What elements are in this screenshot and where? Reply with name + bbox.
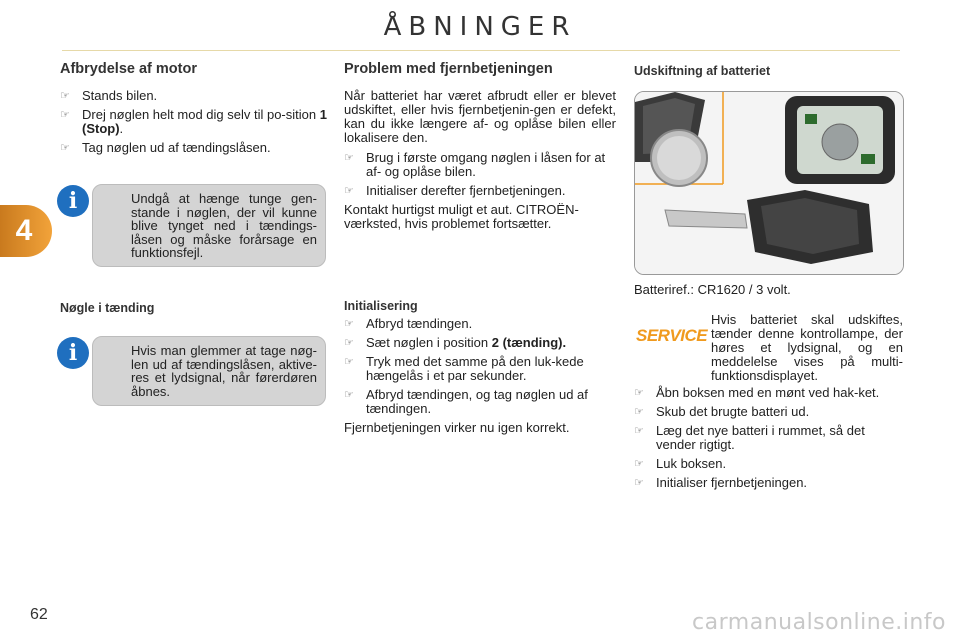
bullet-text: Luk boksen. xyxy=(656,456,727,471)
hand-pointer-icon: ☞ xyxy=(344,185,354,197)
service-text: Hvis batteriet skal udskiftes, tænder denne kontrollampe, der høres et lydsignal, og en meddelelse vises på multi-funktionsdisplayet. xyxy=(711,312,903,383)
bullet-text: Afbryd tændingen, og tag nøglen ud af tændingen. xyxy=(366,387,588,416)
bullet-text: Afbryd tændingen. xyxy=(366,316,473,331)
section-heading-remote-problem: Problem med fjernbetjeningen xyxy=(344,61,553,77)
contact-paragraph: Kontakt hurtigst muligt et aut. CITROËN-værksted, hvis problemet fortsætter. xyxy=(344,202,579,231)
section-heading-key-in-ignition: Nøgle i tænding xyxy=(60,301,155,315)
header-divider xyxy=(62,50,900,51)
info-box-key-forgotten xyxy=(92,336,326,406)
bullet-text: Initialiser fjernbetjeningen. xyxy=(656,475,808,490)
hand-pointer-icon: ☞ xyxy=(344,356,354,368)
bullet-text: Tryk med det samme på den luk-kede hængelås i et par sekunder. xyxy=(366,354,584,383)
hand-pointer-icon: ☞ xyxy=(60,142,70,154)
initialisation-section xyxy=(344,299,616,441)
hand-pointer-icon: ☞ xyxy=(634,458,644,470)
hand-pointer-icon: ☞ xyxy=(634,425,644,437)
bullet-text xyxy=(82,108,328,136)
bullet-text: Tag nøglen ud af tændingslåsen. xyxy=(82,140,271,155)
page-title: ÅBNINGER xyxy=(383,12,577,42)
bullet-text-part: Drej nøglen helt mod dig selv til po-sition xyxy=(82,107,320,122)
list-item xyxy=(344,151,616,179)
list-item xyxy=(634,457,904,471)
list-item xyxy=(344,184,616,198)
battery-ref: Batteriref.: CR1620 / 3 volt. xyxy=(634,282,791,297)
hand-pointer-icon: ☞ xyxy=(344,318,354,330)
bullet-text-bold: 2 (tænding). xyxy=(491,335,567,350)
bullet-text: Læg det nye batteri i rummet, så det vender rigtigt. xyxy=(656,423,865,452)
watermark: carmanualsonline.info xyxy=(692,610,946,635)
bullet-text-end: . xyxy=(119,121,124,136)
bullet-text: Brug i første omgang nøglen i låsen for at af- og oplåse bilen. xyxy=(366,150,606,179)
info-box-heavy-keyring xyxy=(92,184,326,267)
hand-pointer-icon: ☞ xyxy=(634,477,644,489)
section-heading-initialisation: Initialisering xyxy=(344,299,418,313)
chapter-number: 4 xyxy=(15,214,33,247)
info-icon: i xyxy=(57,337,89,369)
hand-pointer-icon: ☞ xyxy=(344,389,354,401)
battery-steps xyxy=(634,386,904,495)
bullet-text: Skub det brugte batteri ud. xyxy=(656,404,810,419)
list-item xyxy=(60,89,328,103)
bullet-text: Åbn boksen med en mønt ved hak-ket. xyxy=(656,385,880,400)
bullet-text: Initialiser derefter fjernbetjeningen. xyxy=(366,183,566,198)
list-item xyxy=(60,141,328,155)
hand-pointer-icon: ☞ xyxy=(634,387,644,399)
section-heading-battery: Udskiftning af batteriet xyxy=(634,64,771,78)
hand-pointer-icon: ☞ xyxy=(634,406,644,418)
list-item xyxy=(634,405,904,419)
list-item xyxy=(344,388,616,416)
key-battery-photo xyxy=(634,91,904,275)
section-heading-motor: Afbrydelse af motor xyxy=(60,61,197,77)
bullet-text-part: Sæt nøglen i position xyxy=(366,335,492,350)
hand-pointer-icon: ☞ xyxy=(344,152,354,164)
bullet-text-bold: 1 (Stop) xyxy=(82,107,327,136)
list-item xyxy=(634,424,904,452)
chapter-tab xyxy=(0,205,52,257)
list-item xyxy=(634,386,904,400)
list-item xyxy=(344,317,616,331)
bullet-text xyxy=(366,336,616,350)
hand-pointer-icon: ☞ xyxy=(60,90,70,102)
list-item xyxy=(60,108,328,136)
page-number: 62 xyxy=(30,606,48,623)
info-box-text: Undgå at hænge tunge gen-stande i nøglen, der vil kunne blive tynget ned i tændings-låsen og måske forårsage en funktionsfejl. xyxy=(131,191,317,260)
middle-column xyxy=(344,62,616,237)
info-icon: i xyxy=(57,185,89,217)
intro-paragraph: Når batteriet har været afbrudt eller er blevet udskiftet, eller hvis fjernbetjenin-gen er defekt, kan du ikke længere af- og oplåse bilen eller lokalisere den. xyxy=(344,88,616,145)
list-item xyxy=(344,355,616,383)
info-box-text: Hvis man glemmer at tage nøg-len ud af tændingslåsen, aktive-res et lydsignal, når førerdøren åbnes. xyxy=(131,343,317,399)
hand-pointer-icon: ☞ xyxy=(60,109,70,121)
left-column xyxy=(60,62,328,160)
remote-key-illustration xyxy=(635,92,903,274)
list-item xyxy=(634,476,904,490)
service-warning-icon: SERVICE xyxy=(636,326,708,345)
list-item xyxy=(344,336,616,350)
hand-pointer-icon: ☞ xyxy=(344,337,354,349)
closing-paragraph: Fjernbetjeningen virker nu igen korrekt. xyxy=(344,420,570,435)
bullet-text: Stands bilen. xyxy=(82,88,158,103)
